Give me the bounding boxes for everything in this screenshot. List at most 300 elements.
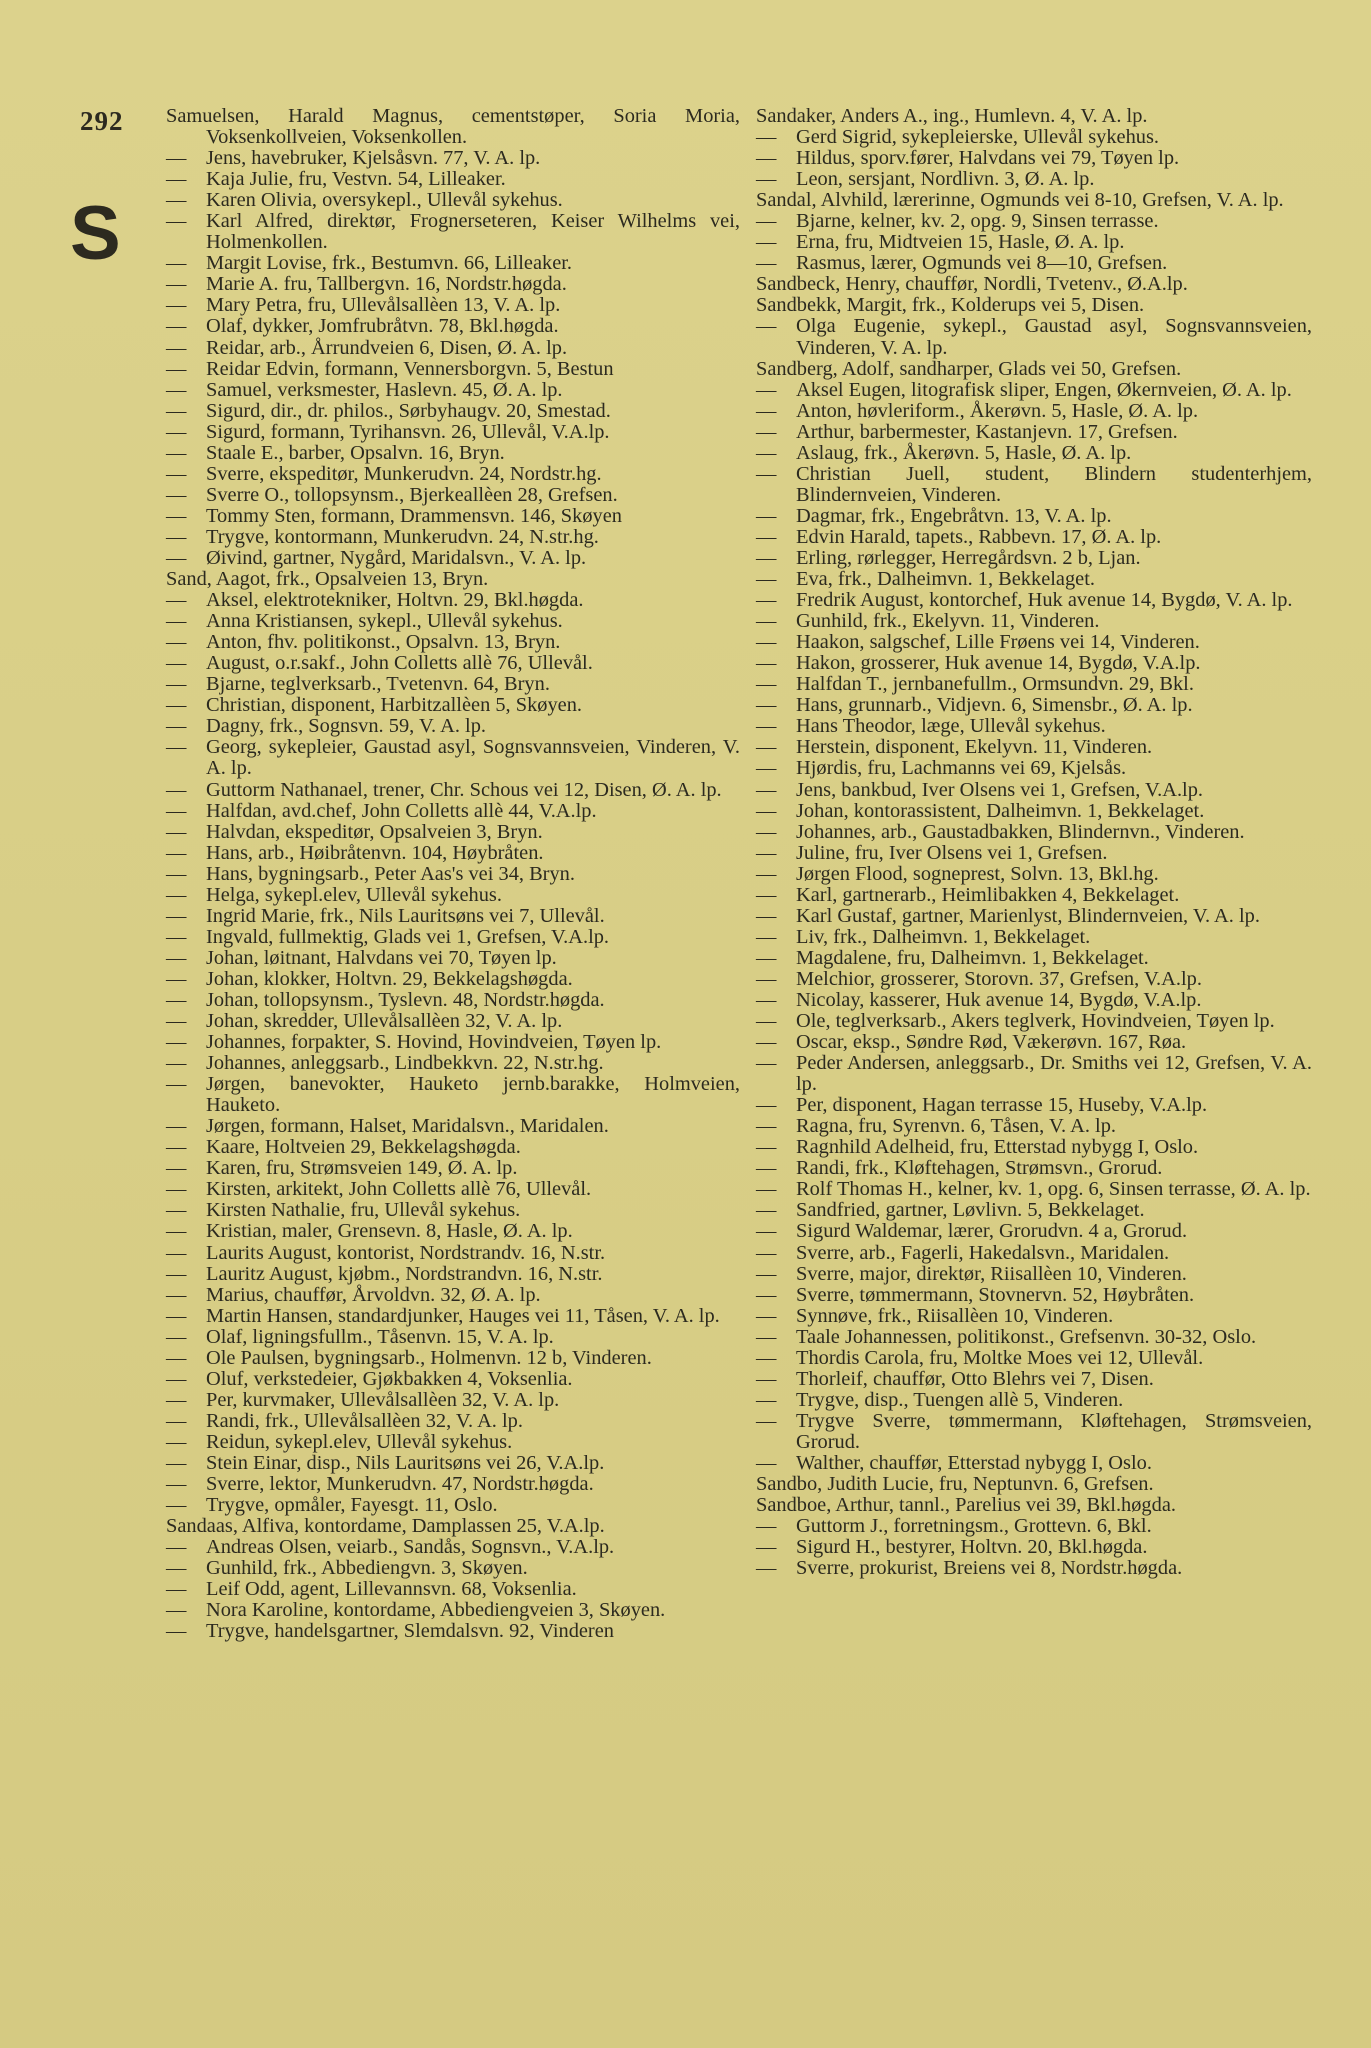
- directory-entry: [756, 1200, 1312, 1221]
- directory-entry: [166, 1432, 740, 1453]
- directory-entry: [756, 611, 1312, 632]
- directory-entry: [166, 1264, 740, 1285]
- entry-text: Christian, disponent, Harbitzallèen 5, Skøyen.: [206, 694, 583, 717]
- entry-dash: —: [756, 1557, 777, 1580]
- directory-entry: [166, 338, 740, 359]
- entry-dash: —: [166, 967, 187, 990]
- directory-entry: [756, 1306, 1312, 1327]
- directory-entry: [756, 1137, 1312, 1158]
- entry-dash: —: [166, 273, 187, 296]
- entry-dash: —: [166, 1620, 187, 1643]
- entry-text: Halvdan, ekspeditør, Opsalveien 3, Bryn.: [206, 820, 543, 843]
- entry-dash: —: [166, 904, 187, 927]
- entry-text: Sigurd, dir., dr. philos., Sørbyhaugv. 20, Smestad.: [206, 399, 611, 422]
- directory-entry: [166, 211, 740, 253]
- entry-dash: —: [166, 294, 187, 317]
- directory-entry: [756, 716, 1312, 737]
- directory-entry: [166, 106, 740, 148]
- directory-entry: [166, 1495, 740, 1516]
- directory-entry: [756, 948, 1312, 969]
- entry-text: Nora Karoline, kontordame, Abbediengveien 3, Skøyen.: [206, 1599, 666, 1622]
- entry-text: Sverre, major, direktør, Riisallèen 10, Vinderen.: [796, 1262, 1187, 1285]
- entry-text: Sand, Aagot, frk., Opsalveien 13, Bryn.: [166, 568, 489, 591]
- entry-dash: —: [756, 231, 777, 254]
- entry-dash: —: [166, 336, 187, 359]
- entry-dash: —: [756, 210, 777, 233]
- entry-text: Mary Petra, fru, Ullevålsallèen 13, V. A. lp.: [206, 294, 561, 317]
- entry-text: Fredrik August, kontorchef, Huk avenue 14, Bygdø, V. A. lp.: [796, 589, 1293, 612]
- directory-entry: [166, 506, 740, 527]
- entry-dash: —: [166, 1052, 187, 1075]
- directory-entry: [756, 1264, 1312, 1285]
- entry-dash: —: [166, 1157, 187, 1180]
- entry-dash: —: [756, 1515, 777, 1538]
- entry-text: Aksel, elektrotekniker, Holtvn. 29, Bkl.høgda.: [206, 589, 584, 612]
- directory-entry: [166, 885, 740, 906]
- entry-dash: —: [756, 841, 777, 864]
- directory-entry: [756, 1453, 1312, 1474]
- directory-entry: [756, 885, 1312, 906]
- directory-entry: [756, 969, 1312, 990]
- entry-text: Sverre, tømmermann, Stovnervn. 52, Høybråten.: [796, 1283, 1195, 1306]
- entry-text: Kristian, maler, Grensevn. 8, Hasle, Ø. A. lp.: [206, 1220, 573, 1243]
- directory-entry: [756, 232, 1312, 253]
- entry-dash: —: [166, 946, 187, 969]
- entry-text: Olaf, dykker, Jomfrubråtvn. 78, Bkl.høgda.: [206, 315, 559, 338]
- entry-dash: —: [166, 504, 187, 527]
- entry-text: Ole, teglverksarb., Akers teglverk, Hovindveien, Tøyen lp.: [796, 1010, 1275, 1033]
- directory-entry: [166, 1158, 740, 1179]
- entry-text: Hans, grunnarb., Vidjevn. 6, Simensbr., Ø. A. lp.: [796, 694, 1193, 717]
- entry-dash: —: [166, 1578, 187, 1601]
- directory-entry: [756, 464, 1312, 506]
- directory-entry: [756, 527, 1312, 548]
- page-number: 292: [80, 106, 124, 136]
- entry-text: Halfdan T., jernbanefullm., Ormsundvn. 29, Bkl.: [796, 673, 1194, 696]
- entry-text: Randi, frk., Kløftehagen, Strømsvn., Grorud.: [796, 1157, 1163, 1180]
- directory-entry: [166, 359, 740, 380]
- directory-entry: [166, 253, 740, 274]
- entry-dash: —: [166, 1409, 187, 1432]
- entry-text: Randi, frk., Ullevålsallèen 32, V. A. lp.: [206, 1409, 523, 1432]
- directory-entry: [756, 990, 1312, 1011]
- entry-text: Karen, fru, Strømsveien 149, Ø. A. lp.: [206, 1157, 518, 1180]
- entry-dash: —: [166, 1241, 187, 1264]
- directory-entry: [756, 1537, 1312, 1558]
- entry-dash: —: [756, 1367, 777, 1390]
- entry-dash: —: [756, 883, 777, 906]
- entry-dash: —: [166, 1220, 187, 1243]
- entry-dash: —: [756, 589, 777, 612]
- entry-text: Trygve Sverre, tømmermann, Kløftehagen, Strømsveien, Grorud.: [796, 1409, 1312, 1453]
- entry-text: Karl Gustaf, gartner, Marienlyst, Blindernveien, V. A. lp.: [796, 904, 1260, 927]
- directory-entry: [756, 548, 1312, 569]
- directory-entry: [166, 716, 740, 737]
- entry-dash: —: [756, 1178, 777, 1201]
- entry-dash: —: [166, 925, 187, 948]
- entry-dash: —: [756, 652, 777, 675]
- entry-dash: —: [756, 1031, 777, 1054]
- directory-entry: [756, 1011, 1312, 1032]
- directory-entry: [756, 737, 1312, 758]
- entry-dash: —: [756, 757, 777, 780]
- directory-entry: [166, 1285, 740, 1306]
- entry-text: Rolf Thomas H., kelner, kv. 1, opg. 6, Sinsen terrasse, Ø. A. lp.: [796, 1178, 1311, 1201]
- directory-entry: [166, 822, 740, 843]
- entry-text: Walther, chauffør, Etterstad nybygg I, Oslo.: [796, 1452, 1152, 1474]
- entry-dash: —: [756, 315, 777, 338]
- entry-text: Sandaas, Alfiva, kontordame, Damplassen 25, V.A.lp.: [166, 1515, 605, 1538]
- directory-entry: [166, 1369, 740, 1390]
- directory-entry: [166, 485, 740, 506]
- entry-text: Sandfried, gartner, Løvlivn. 5, Bekkelaget.: [796, 1199, 1145, 1222]
- directory-entry: [166, 1474, 740, 1495]
- entry-dash: —: [166, 1304, 187, 1327]
- entry-dash: —: [756, 1325, 777, 1348]
- directory-entry: [756, 401, 1312, 422]
- entry-dash: —: [166, 1010, 187, 1033]
- directory-entry: [756, 443, 1312, 464]
- entry-text: Per, kurvmaker, Ullevålsallèen 32, V. A. lp.: [206, 1388, 560, 1411]
- entry-dash: —: [756, 715, 777, 738]
- entry-dash: —: [756, 441, 777, 464]
- directory-entry: [166, 380, 740, 401]
- entry-dash: —: [756, 1241, 777, 1264]
- directory-entry: [756, 1495, 1312, 1516]
- entry-text: Reidar Edvin, formann, Vennersborgvn. 5, Bestun: [206, 357, 614, 380]
- entry-text: Staale E., barber, Opsalvn. 16, Bryn.: [206, 441, 505, 464]
- entry-text: Sverre, ekspeditør, Munkerudvn. 24, Nordstr.hg.: [206, 462, 602, 485]
- directory-entry: [166, 1053, 740, 1074]
- entry-dash: —: [166, 1557, 187, 1580]
- right-column: [756, 106, 1312, 1579]
- entry-dash: —: [756, 1220, 777, 1243]
- entry-dash: —: [166, 1346, 187, 1369]
- left-column: [166, 106, 740, 1642]
- directory-entry: [166, 864, 740, 885]
- directory-entry: [756, 380, 1312, 401]
- entry-text: Trygve, kontormann, Munkerudvn. 24, N.str.hg.: [206, 525, 599, 548]
- entry-text: Guttorm J., forretningsm., Grottevn. 6, Bkl.: [796, 1515, 1152, 1538]
- directory-entry: [166, 1537, 740, 1558]
- entry-dash: —: [756, 799, 777, 822]
- entry-text: Synnøve, frk., Riisallèen 10, Vinderen.: [796, 1304, 1114, 1327]
- directory-entry: [166, 464, 740, 485]
- entry-text: Ingrid Marie, frk., Nils Lauritsøns vei 7, Ullevål.: [206, 904, 605, 927]
- entry-text: Haakon, salgschef, Lille Frøens vei 14, Vinderen.: [796, 631, 1200, 654]
- directory-entry: [166, 1116, 740, 1137]
- entry-text: Jørgen, banevokter, Hauketo jernb.barakke, Holmveien, Hauketo.: [206, 1073, 740, 1117]
- entry-text: Sverre, prokurist, Breiens vei 8, Nordstr.høgda.: [796, 1557, 1183, 1580]
- entry-text: Andreas Olsen, veiarb., Sandås, Sognsvn., V.A.lp.: [206, 1536, 615, 1559]
- directory-entry: [756, 906, 1312, 927]
- directory-entry: [756, 1516, 1312, 1537]
- entry-dash: —: [166, 589, 187, 612]
- directory-entry: [756, 843, 1312, 864]
- directory-entry: [166, 1621, 740, 1642]
- entry-dash: —: [166, 378, 187, 401]
- entry-text: Karl Alfred, direktør, Frognerseteren, Keiser Wilhelms vei, Holmenkollen.: [206, 210, 740, 254]
- directory-entry: [166, 653, 740, 674]
- entry-text: Johan, skredder, Ullevålsallèen 32, V. A. lp.: [206, 1010, 563, 1033]
- entry-text: Hakon, grosserer, Huk avenue 14, Bygdø, V.A.lp.: [796, 652, 1201, 675]
- directory-entry: [756, 169, 1312, 190]
- entry-text: Reidar, arb., Årrundveien 6, Disen, Ø. A. lp.: [206, 336, 568, 359]
- entry-dash: —: [166, 1325, 187, 1348]
- entry-dash: —: [756, 568, 777, 591]
- entry-dash: —: [756, 525, 777, 548]
- entry-text: Hans Theodor, læge, Ullevål sykehus.: [796, 715, 1106, 738]
- entry-dash: —: [166, 420, 187, 443]
- entry-text: Gerd Sigrid, sykepleierske, Ullevål sykehus.: [796, 126, 1159, 149]
- directory-entry: [166, 1011, 740, 1032]
- entry-dash: —: [166, 1430, 187, 1453]
- entry-dash: —: [166, 1178, 187, 1201]
- entry-text: Ole Paulsen, bygningsarb., Holmenvn. 12 b, Vinderen.: [206, 1346, 652, 1369]
- entry-text: Laurits August, kontorist, Nordstrandv. 16, N.str.: [206, 1241, 606, 1264]
- entry-dash: —: [756, 904, 777, 927]
- directory-entry: [166, 569, 740, 590]
- entry-text: Sandal, Alvhild, lærerinne, Ogmunds vei 8-10, Grefsen, V. A. lp.: [756, 189, 1284, 212]
- entry-text: August, o.r.sakf., John Colletts allè 76, Ullevål.: [206, 652, 593, 675]
- entry-dash: —: [166, 610, 187, 633]
- directory-entry: [756, 190, 1312, 211]
- directory-entry: [166, 1221, 740, 1242]
- entry-dash: —: [166, 1367, 187, 1390]
- directory-entry: [756, 127, 1312, 148]
- directory-entry: [756, 1348, 1312, 1369]
- entry-dash: —: [166, 168, 187, 191]
- entry-text: Sandaker, Anders A., ing., Humlevn. 4, V. A. lp.: [756, 105, 1148, 127]
- entry-text: Marius, chauffør, Årvoldvn. 32, Ø. A. lp.: [206, 1283, 541, 1306]
- directory-entry: [166, 843, 740, 864]
- directory-entry: [756, 1116, 1312, 1137]
- entry-dash: —: [756, 1536, 777, 1559]
- entry-dash: —: [166, 1452, 187, 1474]
- entry-text: Sandbo, Judith Lucie, fru, Neptunvn. 6, Grefsen.: [756, 1473, 1154, 1496]
- entry-text: Liv, frk., Dalheimvn. 1, Bekkelaget.: [796, 925, 1091, 948]
- entry-dash: —: [756, 631, 777, 654]
- directory-entry: [756, 1285, 1312, 1306]
- entry-text: Johannes, anleggsarb., Lindbekkvn. 22, N.str.hg.: [206, 1052, 604, 1075]
- entry-text: Erling, rørlegger, Herregårdsvn. 2 b, Ljan.: [796, 546, 1141, 569]
- entry-dash: —: [166, 1283, 187, 1306]
- directory-entry: [756, 1369, 1312, 1390]
- directory-entry: [166, 590, 740, 611]
- entry-text: Melchior, grosserer, Storovn. 37, Grefsen, V.A.lp.: [796, 967, 1202, 990]
- directory-entry: [166, 1327, 740, 1348]
- directory-entry: [756, 1221, 1312, 1242]
- directory-entry: [756, 569, 1312, 590]
- entry-dash: —: [166, 357, 187, 380]
- entry-dash: —: [166, 1536, 187, 1559]
- entry-dash: —: [756, 1262, 777, 1285]
- entry-text: Leon, sersjant, Nordlivn. 3, Ø. A. lp.: [796, 168, 1095, 191]
- directory-entry: [166, 801, 740, 822]
- entry-text: Kirsten, arkitekt, John Colletts allè 76, Ullevål.: [206, 1178, 592, 1201]
- entry-dash: —: [756, 399, 777, 422]
- directory-entry: [756, 822, 1312, 843]
- directory-entry: [756, 864, 1312, 885]
- directory-entry: [166, 927, 740, 948]
- entry-text: Bjarne, teglverksarb., Tvetenvn. 64, Bryn.: [206, 673, 550, 696]
- entry-text: Reidun, sykepl.elev, Ullevål sykehus.: [206, 1430, 513, 1453]
- entry-text: Johan, klokker, Holtvn. 29, Bekkelagshøgda.: [206, 967, 573, 990]
- directory-entry: [166, 632, 740, 653]
- directory-entry: [756, 801, 1312, 822]
- entry-dash: —: [166, 841, 187, 864]
- entry-text: Leif Odd, agent, Lillevannsvn. 68, Voksenlia.: [206, 1578, 577, 1601]
- entry-dash: —: [166, 988, 187, 1011]
- directory-entry: [166, 695, 740, 716]
- directory-entry: [756, 1390, 1312, 1411]
- entry-dash: —: [756, 967, 777, 990]
- entry-dash: —: [756, 1346, 777, 1369]
- entry-text: Samuel, verksmester, Haslevn. 45, Ø. A. lp.: [206, 378, 563, 401]
- entry-dash: —: [756, 925, 777, 948]
- directory-entry: [756, 674, 1312, 695]
- directory-entry: [756, 211, 1312, 232]
- directory-entry: [756, 1474, 1312, 1495]
- directory-entry: [166, 548, 740, 569]
- entry-dash: —: [166, 862, 187, 885]
- entry-text: Christian Juell, student, Blindern studenterhjem, Blindernveien, Vinderen.: [796, 462, 1312, 506]
- entry-dash: —: [166, 652, 187, 675]
- directory-entry: [756, 506, 1312, 527]
- entry-text: Sandberg, Adolf, sandharper, Glads vei 50, Grefsen.: [756, 357, 1182, 380]
- entry-dash: —: [166, 1136, 187, 1159]
- directory-entry: [756, 632, 1312, 653]
- directory-entry: [756, 758, 1312, 779]
- directory-entry: [166, 1243, 740, 1264]
- entry-text: Sandbekk, Margit, frk., Kolderups vei 5, Disen.: [756, 294, 1145, 317]
- entry-dash: —: [756, 610, 777, 633]
- directory-entry: [756, 274, 1312, 295]
- entry-dash: —: [756, 546, 777, 569]
- entry-dash: —: [166, 1599, 187, 1622]
- entry-dash: —: [756, 820, 777, 843]
- entry-text: Guttorm Nathanael, trener, Chr. Schous vei 12, Disen, Ø. A. lp.: [206, 778, 722, 801]
- entry-dash: —: [166, 315, 187, 338]
- directory-entry: [166, 295, 740, 316]
- entry-text: Aslaug, frk., Åkerøvn. 5, Hasle, Ø. A. lp.: [796, 441, 1132, 464]
- entry-text: Trygve, handelsgartner, Slemdalsvn. 92, Vinderen: [206, 1620, 614, 1643]
- directory-entry: [166, 1600, 740, 1621]
- entry-text: Karen Olivia, oversykepl., Ullevål sykehus.: [206, 189, 563, 212]
- entry-text: Sandboe, Arthur, tannl., Parelius vei 39, Bkl.høgda.: [756, 1494, 1176, 1517]
- entry-text: Lauritz August, kjøbm., Nordstrandvn. 16, N.str.: [206, 1262, 603, 1285]
- entry-text: Gunhild, frk., Abbediengvn. 3, Skøyen.: [206, 1557, 528, 1580]
- entry-dash: —: [756, 694, 777, 717]
- entry-dash: —: [166, 483, 187, 506]
- entry-text: Gunhild, frk., Ekelyvn. 11, Vinderen.: [796, 610, 1100, 633]
- entry-text: Olaf, ligningsfullm., Tåsenvn. 15, V. A. lp.: [206, 1325, 554, 1348]
- directory-entry: [166, 969, 740, 990]
- entry-text: Ragnhild Adelheid, fru, Etterstad nybygg I, Oslo.: [796, 1136, 1199, 1159]
- entry-dash: —: [166, 147, 187, 170]
- entry-text: Jørgen, formann, Halset, Maridalsvn., Maridalen.: [206, 1115, 609, 1138]
- directory-entry: [756, 359, 1312, 380]
- entry-text: Taale Johannessen, politikonst., Grefsenvn. 30-32, Oslo.: [796, 1325, 1257, 1348]
- directory-entry: [166, 780, 740, 801]
- entry-dash: —: [756, 1094, 777, 1117]
- entry-dash: —: [756, 778, 777, 801]
- entry-dash: —: [756, 988, 777, 1011]
- entry-dash: —: [166, 1473, 187, 1496]
- directory-entry: [166, 1390, 740, 1411]
- entry-text: Peder Andersen, anleggsarb., Dr. Smiths vei 12, Grefsen, V. A. lp.: [796, 1052, 1312, 1096]
- entry-dash: —: [756, 1052, 777, 1075]
- entry-text: Bjarne, kelner, kv. 2, opg. 9, Sinsen terrasse.: [796, 210, 1159, 233]
- directory-entry: [166, 990, 740, 1011]
- entry-dash: —: [756, 1010, 777, 1033]
- entry-text: Margit Lovise, frk., Bestumvn. 66, Lilleaker.: [206, 252, 573, 275]
- directory-entry: [166, 1411, 740, 1432]
- entry-text: Eva, frk., Dalheimvn. 1, Bekkelaget.: [796, 568, 1095, 591]
- entry-text: Johan, tollopsynsm., Tyslevn. 48, Nordstr.høgda.: [206, 988, 605, 1011]
- entry-dash: —: [756, 252, 777, 275]
- entry-text: Samuelsen, Harald Magnus, cementstøper, Soria Moria, Voksenkollveien, Voksenkollen.: [166, 105, 740, 149]
- directory-entry: [166, 148, 740, 169]
- entry-dash: —: [166, 189, 187, 212]
- directory-entry: [166, 443, 740, 464]
- entry-text: Hjørdis, fru, Lachmanns vei 69, Kjelsås.: [796, 757, 1127, 780]
- directory-entry: [756, 1327, 1312, 1348]
- entry-text: Marie A. fru, Tallbergvn. 16, Nordstr.høgda.: [206, 273, 567, 296]
- entry-text: Sigurd Waldemar, lærer, Grorudvn. 4 a, Grorud.: [796, 1220, 1188, 1243]
- directory-entry: [166, 316, 740, 337]
- entry-text: Arthur, barbermester, Kastanjevn. 17, Grefsen.: [796, 420, 1178, 443]
- entry-text: Hildus, sporv.fører, Halvdans vei 79, Tøyen lp.: [796, 147, 1180, 170]
- entry-text: Erna, fru, Midtveien 15, Hasle, Ø. A. lp.: [796, 231, 1125, 254]
- entry-dash: —: [166, 715, 187, 738]
- directory-entry: [166, 1453, 740, 1474]
- entry-dash: —: [756, 1157, 777, 1180]
- entry-dash: —: [756, 126, 777, 149]
- entry-text: Nicolay, kasserer, Huk avenue 14, Bygdø, V.A.lp.: [796, 988, 1202, 1011]
- entry-dash: —: [166, 1115, 187, 1138]
- entry-dash: —: [166, 1031, 187, 1054]
- entry-dash: —: [756, 462, 777, 485]
- directory-entry: [756, 653, 1312, 674]
- entry-dash: —: [166, 546, 187, 569]
- directory-entry: [166, 1179, 740, 1200]
- entry-text: Dagny, frk., Sognsvn. 59, V. A. lp.: [206, 715, 487, 738]
- entry-text: Ragna, fru, Syrenvn. 6, Tåsen, V. A. lp.: [796, 1115, 1116, 1138]
- entry-text: Kaare, Holtveien 29, Bekkelagshøgda.: [206, 1136, 521, 1159]
- entry-text: Jens, bankbud, Iver Olsens vei 1, Grefsen, V.A.lp.: [796, 778, 1203, 801]
- directory-entry: [166, 1558, 740, 1579]
- directory-entry: [756, 590, 1312, 611]
- entry-dash: —: [166, 883, 187, 906]
- directory-entry: [166, 274, 740, 295]
- entry-text: Trygve, opmåler, Fayesgt. 11, Oslo.: [206, 1494, 498, 1517]
- entry-text: Thorleif, chauffør, Otto Blehrs vei 7, Disen.: [796, 1367, 1154, 1390]
- entry-dash: —: [166, 1073, 187, 1096]
- entry-text: Dagmar, frk., Engebråtvn. 13, V. A. lp.: [796, 504, 1112, 527]
- entry-dash: —: [166, 462, 187, 485]
- entry-text: Øivind, gartner, Nygård, Maridalsvn., V. A. lp.: [206, 546, 587, 569]
- entry-dash: —: [166, 631, 187, 654]
- entry-dash: —: [166, 399, 187, 422]
- entry-dash: —: [166, 673, 187, 696]
- entry-text: Johannes, forpakter, S. Hovind, Hovindveien, Tøyen lp.: [206, 1031, 662, 1054]
- directory-entry: [166, 190, 740, 211]
- directory-entry: [756, 1095, 1312, 1116]
- directory-entry: [756, 1032, 1312, 1053]
- directory-entry: [756, 1053, 1312, 1095]
- entry-text: Anton, fhv. politikonst., Opsalvn. 13, Bryn.: [206, 631, 561, 654]
